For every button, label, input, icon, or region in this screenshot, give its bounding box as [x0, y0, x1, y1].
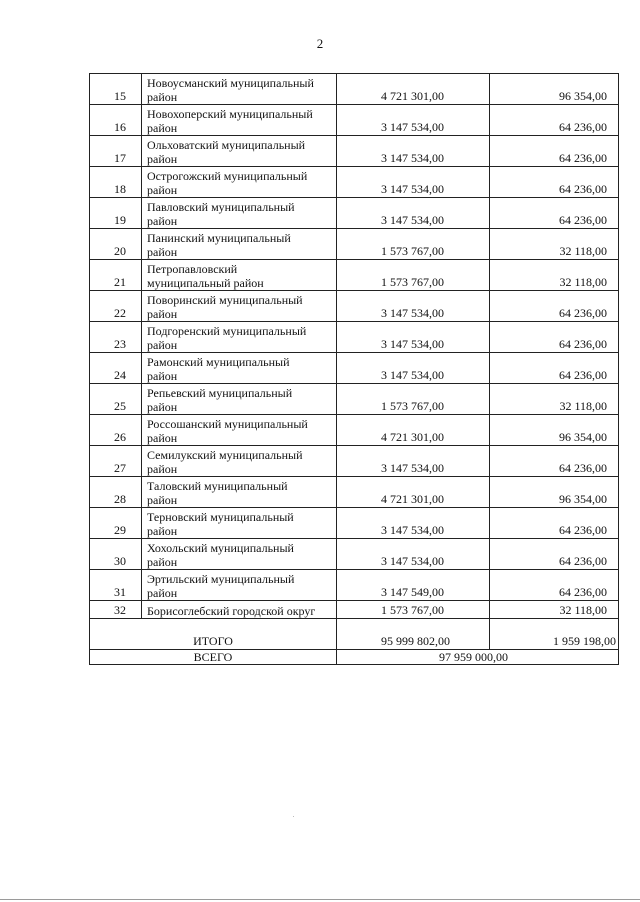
district-name-line1: Хохольский муниципальный — [147, 541, 294, 555]
amount-main: 3 147 534,00 — [337, 105, 490, 136]
district-name-line2: район — [147, 90, 178, 104]
table-row — [90, 167, 619, 198]
amount-main: 1 573 767,00 — [337, 229, 490, 260]
amount-main: 4 721 301,00 — [337, 477, 490, 508]
amount-secondary: 64 236,00 — [490, 291, 619, 322]
district-name-line2: район — [147, 431, 178, 445]
district-name-line1: Новоусманский муниципальный — [147, 76, 314, 90]
vsego-row — [90, 650, 619, 665]
amount-secondary: 64 236,00 — [490, 446, 619, 477]
itogo-amount-main: 95 999 802,00 — [337, 619, 490, 650]
table-row — [90, 353, 619, 384]
district-name-line2: муниципальный район — [147, 276, 264, 290]
table-row — [90, 539, 619, 570]
district-name-line1: Ольховатский муниципальный — [147, 138, 306, 152]
amount-secondary: 64 236,00 — [490, 198, 619, 229]
row-number: 25 — [90, 384, 142, 415]
district-name-line1: Панинский муниципальный — [147, 231, 291, 245]
row-number: 20 — [90, 229, 142, 260]
amount-secondary: 64 236,00 — [490, 508, 619, 539]
table-row — [90, 570, 619, 601]
district-name — [142, 353, 337, 384]
district-name-line1: Рамонский муниципальный — [147, 355, 290, 369]
amount-secondary: 64 236,00 — [490, 167, 619, 198]
amount-secondary: 64 236,00 — [490, 353, 619, 384]
itogo-amount-secondary: 1 959 198,00 — [490, 619, 619, 650]
table-row — [90, 446, 619, 477]
row-number: 28 — [90, 477, 142, 508]
amount-secondary: 96 354,00 — [490, 74, 619, 105]
district-name-line2: район — [147, 462, 178, 476]
row-number: 23 — [90, 322, 142, 353]
district-name-line2: район — [147, 400, 178, 414]
district-name-line1: Острогожский муниципальный — [147, 169, 308, 183]
district-name-line1: Петропавловский — [147, 262, 238, 276]
district-name-line1: Подгоренский муниципальный — [147, 324, 307, 338]
district-name-line2: район — [147, 338, 178, 352]
amount-secondary: 64 236,00 — [490, 322, 619, 353]
amount-main: 3 147 534,00 — [337, 322, 490, 353]
amount-secondary: 96 354,00 — [490, 415, 619, 446]
district-name-line1: Эртильский муниципальный — [147, 572, 295, 586]
row-number: 24 — [90, 353, 142, 384]
amount-main: 3 147 549,00 — [337, 570, 490, 601]
table-row — [90, 291, 619, 322]
row-number: 18 — [90, 167, 142, 198]
table-row — [90, 477, 619, 508]
district-name-line1: Новохоперский муниципальный — [147, 107, 313, 121]
district-name — [142, 167, 337, 198]
row-number: 29 — [90, 508, 142, 539]
amount-main: 3 147 534,00 — [337, 167, 490, 198]
table-row — [90, 415, 619, 446]
row-number: 26 — [90, 415, 142, 446]
amount-secondary: 32 118,00 — [490, 260, 619, 291]
district-name — [142, 477, 337, 508]
row-number: 15 — [90, 74, 142, 105]
table-row — [90, 229, 619, 260]
district-name: Борисоглебский городской округ — [142, 601, 337, 619]
district-name — [142, 291, 337, 322]
table-row — [90, 508, 619, 539]
district-name-line1: Россошанский муниципальный — [147, 417, 308, 431]
district-name-line2: район — [147, 555, 178, 569]
amount-main: 4 721 301,00 — [337, 74, 490, 105]
district-name — [142, 446, 337, 477]
district-name-line2: район — [147, 121, 178, 135]
district-name-line1: Павловский муниципальный — [147, 200, 295, 214]
amount-main: 3 147 534,00 — [337, 508, 490, 539]
row-number: 27 — [90, 446, 142, 477]
amount-main: 3 147 534,00 — [337, 539, 490, 570]
row-number: 19 — [90, 198, 142, 229]
district-name — [142, 508, 337, 539]
district-name-line2: район — [147, 245, 178, 259]
amount-secondary: 32 118,00 — [490, 384, 619, 415]
table-row — [90, 322, 619, 353]
itogo-row — [90, 619, 619, 650]
table-row-32 — [90, 601, 619, 619]
district-name-line1: Таловский муниципальный — [147, 479, 288, 493]
district-name-line2: район — [147, 524, 178, 538]
row-number: 30 — [90, 539, 142, 570]
district-name — [142, 570, 337, 601]
district-name-line2: район — [147, 369, 178, 383]
amount-main: 1 573 767,00 — [337, 601, 490, 619]
amount-secondary: 64 236,00 — [490, 539, 619, 570]
district-name-line2: район — [147, 586, 178, 600]
district-name-line2: район — [147, 152, 178, 166]
page-number: 2 — [316, 36, 324, 51]
vsego-total: 97 959 000,00 — [337, 650, 619, 665]
district-name — [142, 136, 337, 167]
district-name — [142, 384, 337, 415]
amount-main: 1 573 767,00 — [337, 260, 490, 291]
table-row — [90, 105, 619, 136]
allocation-table — [89, 73, 619, 665]
amount-secondary: 32 118,00 — [490, 229, 619, 260]
amount-main: 3 147 534,00 — [337, 198, 490, 229]
amount-secondary: 64 236,00 — [490, 136, 619, 167]
district-name — [142, 260, 337, 291]
district-name — [142, 198, 337, 229]
district-name-line2: район — [147, 183, 178, 197]
row-number: 16 — [90, 105, 142, 136]
amount-main: 4 721 301,00 — [337, 415, 490, 446]
table-body — [90, 74, 619, 665]
district-name — [142, 415, 337, 446]
row-number: 21 — [90, 260, 142, 291]
district-name-line1: Поворинский муниципальный — [147, 293, 303, 307]
amount-secondary: 32 118,00 — [490, 601, 619, 619]
table-row — [90, 260, 619, 291]
district-name — [142, 74, 337, 105]
amount-secondary: 64 236,00 — [490, 105, 619, 136]
district-name-line2: район — [147, 493, 178, 507]
table-row — [90, 198, 619, 229]
amount-main: 3 147 534,00 — [337, 353, 490, 384]
row-number: 31 — [90, 570, 142, 601]
district-name-line1: Репьевский муниципальный — [147, 386, 293, 400]
row-number: 32 — [90, 601, 142, 619]
table-row — [90, 136, 619, 167]
district-name — [142, 539, 337, 570]
amount-secondary: 96 354,00 — [490, 477, 619, 508]
district-name — [142, 229, 337, 260]
vsego-label: ВСЕГО — [90, 650, 337, 665]
row-number: 17 — [90, 136, 142, 167]
district-name-line1: Терновский муниципальный — [147, 510, 294, 524]
amount-main: 3 147 534,00 — [337, 291, 490, 322]
row-number: 22 — [90, 291, 142, 322]
scan-speck — [293, 816, 294, 817]
district-name-line1: Семилукский муниципальный — [147, 448, 303, 462]
table-row — [90, 384, 619, 415]
itogo-label: ИТОГО — [90, 619, 337, 650]
district-name — [142, 105, 337, 136]
district-name — [142, 322, 337, 353]
amount-main: 1 573 767,00 — [337, 384, 490, 415]
table-row — [90, 74, 619, 105]
amount-main: 3 147 534,00 — [337, 446, 490, 477]
page-bottom-edge — [0, 899, 640, 900]
district-name-line2: район — [147, 214, 178, 228]
district-name-line2: район — [147, 307, 178, 321]
amount-main: 3 147 534,00 — [337, 136, 490, 167]
amount-secondary: 64 236,00 — [490, 570, 619, 601]
